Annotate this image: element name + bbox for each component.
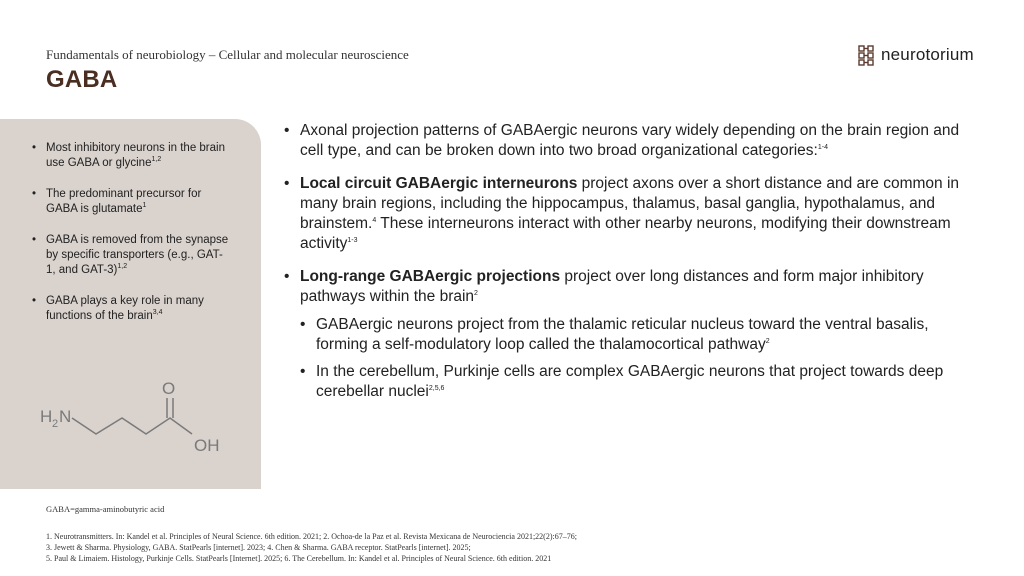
sidebar-item: • Most inhibitory neurons in the brain use GABA or glycine$^{1,2}$ (32, 141, 232, 171)
main-content (284, 121, 984, 415)
gaba-molecule-diagram (38, 378, 238, 458)
abbreviation-note: GABA=gamma-aminobutyric acid (46, 504, 165, 514)
molecule-amine-h: H (40, 407, 53, 426)
logo-icon (856, 44, 876, 66)
sidebar-item: • The predominant precursor for GABA is glutamate$^1$ (32, 187, 232, 217)
sub-bullet-list (300, 315, 984, 402)
slide-title: GABA (46, 66, 118, 93)
logo-text: neurotorium (881, 45, 974, 64)
sidebar-item: • GABA plays a key role in many functions of the brain$^{3,4}$ (32, 294, 232, 324)
sidebar-list (32, 141, 232, 340)
reference-line: 1. Neurotransmitters. In: Kandel et al. Principles of Neural Science. 6th edition. 2021; 2. Ochoa-de la Paz et al. Revista Mexicana de Neurociencia 2021;22(2):67–76; (46, 532, 577, 541)
bullet-local-circuit: • Local circuit GABAergic interneurons project axons over a short distance and are common in many brain regions, including the hippocampus, thalamus, basal ganglia, hypothalamus, and brainstem.$^4$ These interneurons interact with other nearby neurons, modifying their downstream activity$^{1-3}$ (284, 174, 984, 254)
sub-bullet-thalamic: • GABAergic neurons project from the thalamic reticular nucleus toward the ventral basalis, forming a self-modulatory loop called the thalamocortical pathway$^2$ (300, 315, 984, 355)
molecule-amine-sub: 2 (52, 418, 59, 430)
sidebar-item: • GABA is removed from the synapse by specific transporters (e.g., GAT-1, and GAT-3)$^{1,2}$ (32, 233, 232, 278)
molecule-hydroxyl: OH (194, 436, 220, 455)
bullet-long-range: • Long-range GABAergic projections project over long distances and form major inhibitory pathways within the brain$^2$ • GABAergic neurons project from the thalamic reticular nucleus toward the ventral basalis, forming a self-modulatory loop called the thalamocortical pathway$^2$ • In the cerebellum, Purkinje cells are complex GABAergic neurons that project towards deep cerebellar nuclei$^{2,5,6}$ (284, 267, 984, 402)
neurotorium-logo (856, 44, 974, 66)
molecule-amine-n: N (59, 407, 72, 426)
reference-line: 5. Paul & Limaiem. Histology, Purkinje Cells. StatPearls [Internet]. 2025; 6. The Cerebellum. In: Kandel et al. Principles of Neural Science. 6th edition. 2021 (46, 554, 552, 563)
slide-subtitle: Fundamentals of neurobiology – Cellular and molecular neuroscience (46, 47, 409, 62)
molecule-bonds (72, 418, 192, 434)
molecule-oxygen: O (162, 379, 176, 398)
bullet-projection-patterns: • Axonal projection patterns of GABAergic neurons vary widely depending on the brain region and cell type, and can be broken down into two broad organizational categories:$^{1-4}$ (284, 121, 984, 161)
reference-line: 3. Jewett & Sharma. Physiology, GABA. StatPearls [internet]. 2023; 4. Chen & Sharma. GABA receptor. StatPearls [internet]. 2025; (46, 543, 471, 552)
references (46, 531, 577, 564)
sub-bullet-cerebellum: • In the cerebellum, Purkinje cells are complex GABAergic neurons that project towards deep cerebellar nuclei$^{2,5,6}$ (300, 362, 984, 402)
